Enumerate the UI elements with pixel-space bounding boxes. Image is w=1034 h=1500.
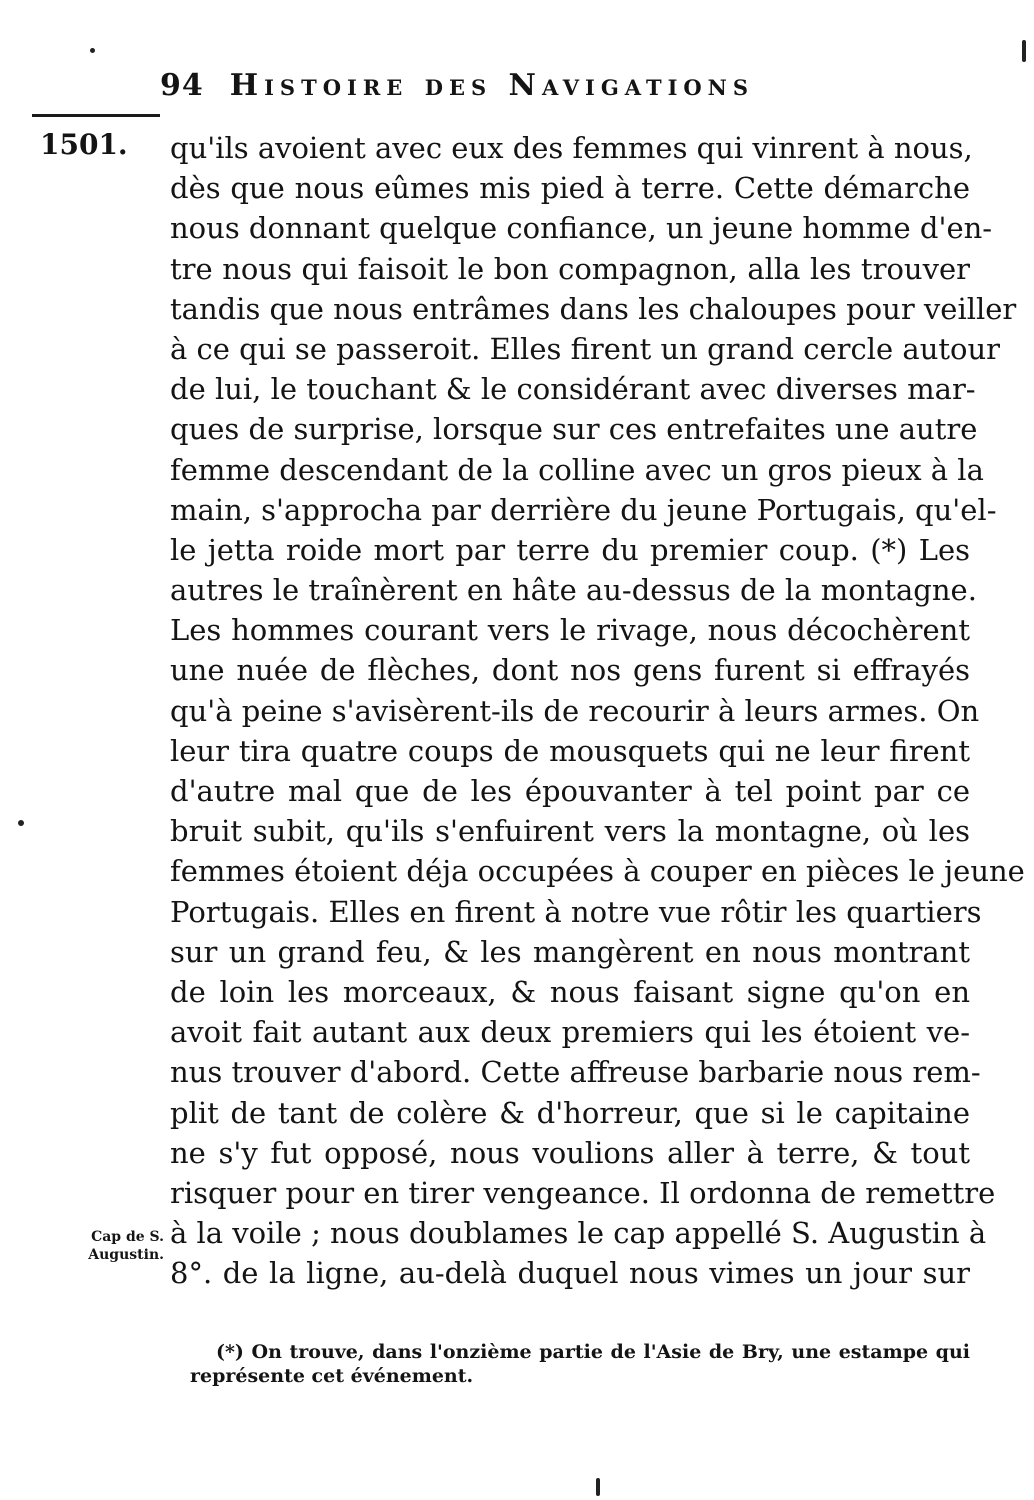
text-line: à ce qui se passeroit. Elles firent un grand cercle autour — [170, 331, 1001, 366]
text-line: qu'à peine s'avisèrent-ils de recourir à leurs armes. On — [170, 693, 980, 728]
running-title: Histoire des Navigations — [229, 68, 755, 103]
scan-speck — [596, 1478, 600, 1496]
footnote — [190, 1340, 970, 1388]
footnote-line: représente cet événement. — [190, 1365, 474, 1387]
text-line: main, s'approcha par derrière du jeune Portugais, qu'el- — [170, 492, 997, 527]
text-line: ques de surprise, lorsque sur ces entrefaites une autre — [170, 412, 978, 447]
text-line: leur tira quatre coups de mousquets qui ne leur firent — [170, 733, 970, 768]
page-number: 94 — [160, 68, 204, 103]
text-line: nous donnant quelque confiance, un jeune homme d'en- — [170, 211, 993, 246]
margin-note-line: Augustin. — [88, 1247, 164, 1263]
text-line: à la voile ; nous doublames le cap appellé S. Augustin à — [170, 1216, 987, 1251]
text-line: dès que nous eûmes mis pied à terre. Cette démarche — [170, 171, 970, 206]
text-line: risquer pour en tirer vengeance. Il ordonna de remettre — [170, 1175, 996, 1210]
text-line: bruit subit, qu'ils s'enfuirent vers la montagne, où les — [170, 814, 970, 849]
text-line: ne s'y fut opposé, nous voulions aller à terre, & tout — [170, 1135, 970, 1170]
text-line: femmes étoient déja occupées à couper en pièces le jeune — [170, 854, 1025, 889]
text-line: nus trouver d'abord. Cette affreuse barbarie nous rem- — [170, 1055, 981, 1090]
margin-rule — [32, 114, 160, 117]
text-line: tre nous qui faisoit le bon compagnon, alla les trouver — [170, 251, 970, 286]
text-line: qu'ils avoient avec eux des femmes qui vinrent à nous, — [170, 131, 973, 165]
text-line: de lui, le touchant & le considérant avec diverses mar- — [170, 372, 976, 407]
text-line: tandis que nous entrâmes dans les chaloupes pour veiller — [170, 291, 1017, 326]
text-line: Les hommes courant vers le rivage, nous décochèrent — [170, 613, 970, 648]
text-line: d'autre mal que de les épouvanter à tel point par ce — [170, 774, 970, 808]
text-line: Portugais. Elles en firent à notre vue rôtir les quartiers — [170, 894, 982, 929]
text-line: femme descendant de la colline avec un gros pieux à la — [170, 452, 984, 487]
scan-speck — [18, 820, 24, 826]
scan-speck — [1022, 40, 1026, 62]
text-line: le jetta roide mort par terre du premier coup. (*) Les — [170, 532, 970, 567]
margin-year: 1501. — [40, 128, 128, 161]
text-line: de loin les morceaux, & nous faisant signe qu'on en — [170, 974, 970, 1009]
footnote-line: (*) On trouve, dans l'onzième partie de l'Asie de Bry, une estampe qui — [216, 1341, 970, 1363]
running-header — [160, 68, 880, 112]
margin-note-line: Cap de S. — [91, 1229, 164, 1245]
text-line: sur un grand feu, & les mangèrent en nous montrant — [170, 934, 970, 969]
text-line: une nuée de flèches, dont nos gens furent si effrayés — [170, 653, 970, 688]
text-line: plit de tant de colère & d'horreur, que si le capitaine — [170, 1095, 970, 1130]
text-line: 8°. de la ligne, au-delà duquel nous vimes un jour sur — [170, 1256, 970, 1291]
margin-note — [60, 1228, 164, 1264]
scan-speck — [90, 48, 95, 53]
text-line: autres le traînèrent en hâte au-dessus de la montagne. — [170, 573, 977, 608]
body-text — [170, 128, 1025, 1293]
text-line: avoit fait autant aux deux premiers qui les étoient ve- — [170, 1015, 970, 1050]
